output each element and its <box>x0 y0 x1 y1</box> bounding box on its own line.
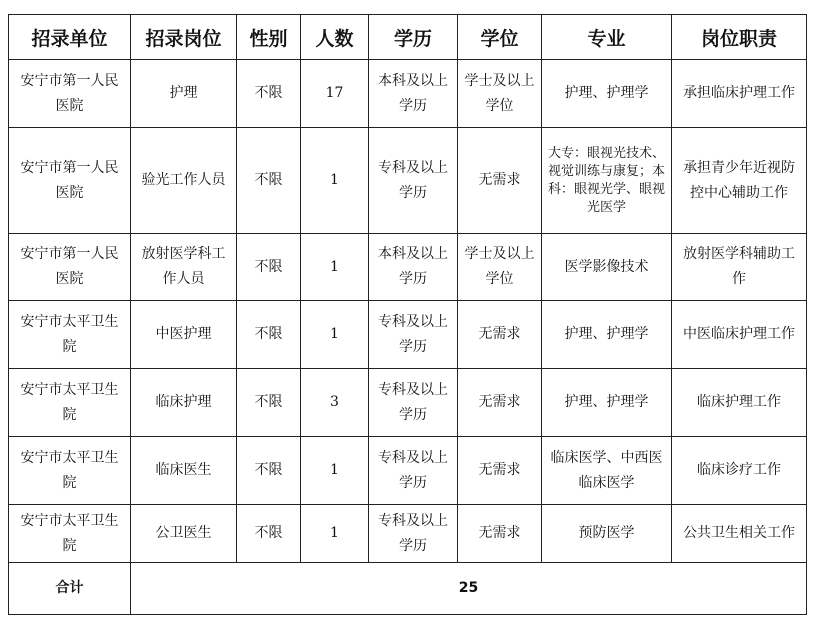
header-count: 人数 <box>301 15 369 60</box>
header-education: 学历 <box>369 15 458 60</box>
cell-count: 1 <box>301 301 369 369</box>
cell-count: 3 <box>301 369 369 437</box>
cell-count: 1 <box>301 505 369 563</box>
recruitment-table <box>8 14 807 615</box>
cell-duty: 承担青少年近视防控中心辅助工作 <box>672 128 807 234</box>
cell-position: 护理 <box>131 60 237 128</box>
cell-position: 中医护理 <box>131 301 237 369</box>
cell-duty: 公共卫生相关工作 <box>672 505 807 563</box>
header-degree: 学位 <box>458 15 542 60</box>
cell-count: 1 <box>301 437 369 505</box>
cell-gender: 不限 <box>237 505 301 563</box>
cell-duty: 放射医学科辅助工作 <box>672 234 807 301</box>
cell-gender: 不限 <box>237 128 301 234</box>
header-duty: 岗位职责 <box>672 15 807 60</box>
cell-count: 1 <box>301 234 369 301</box>
cell-position: 临床护理 <box>131 369 237 437</box>
cell-education: 专科及以上学历 <box>369 437 458 505</box>
cell-unit: 安宁市第一人民医院 <box>9 60 131 128</box>
total-row <box>9 563 807 615</box>
total-label: 合计 <box>9 563 131 615</box>
header-row <box>9 15 807 60</box>
table-row <box>9 128 807 234</box>
table-row <box>9 505 807 563</box>
cell-unit: 安宁市太平卫生院 <box>9 301 131 369</box>
cell-gender: 不限 <box>237 437 301 505</box>
cell-position: 放射医学科工作人员 <box>131 234 237 301</box>
cell-duty: 中医临床护理工作 <box>672 301 807 369</box>
cell-major: 护理、护理学 <box>542 60 672 128</box>
cell-degree: 无需求 <box>458 437 542 505</box>
cell-education: 专科及以上学历 <box>369 301 458 369</box>
cell-unit: 安宁市太平卫生院 <box>9 437 131 505</box>
cell-unit: 安宁市太平卫生院 <box>9 505 131 563</box>
cell-degree: 无需求 <box>458 505 542 563</box>
cell-major: 护理、护理学 <box>542 301 672 369</box>
cell-unit: 安宁市第一人民医院 <box>9 234 131 301</box>
cell-duty: 临床护理工作 <box>672 369 807 437</box>
cell-gender: 不限 <box>237 234 301 301</box>
cell-gender: 不限 <box>237 301 301 369</box>
table-row <box>9 60 807 128</box>
header-unit: 招录单位 <box>9 15 131 60</box>
cell-major: 大专：眼视光技术、视觉训练与康复；本科：眼视光学、眼视光医学 <box>542 128 672 234</box>
cell-count: 17 <box>301 60 369 128</box>
cell-degree: 无需求 <box>458 301 542 369</box>
cell-major: 护理、护理学 <box>542 369 672 437</box>
top-margin <box>0 0 814 14</box>
cell-unit: 安宁市第一人民医院 <box>9 128 131 234</box>
cell-position: 验光工作人员 <box>131 128 237 234</box>
cell-gender: 不限 <box>237 369 301 437</box>
header-position: 招录岗位 <box>131 15 237 60</box>
cell-education: 专科及以上学历 <box>369 128 458 234</box>
cell-education: 本科及以上学历 <box>369 60 458 128</box>
header-gender: 性别 <box>237 15 301 60</box>
cell-degree: 学士及以上学位 <box>458 234 542 301</box>
recruitment-table-container <box>8 14 806 615</box>
cell-degree: 无需求 <box>458 128 542 234</box>
cell-count: 1 <box>301 128 369 234</box>
cell-duty: 承担临床护理工作 <box>672 60 807 128</box>
cell-unit: 安宁市太平卫生院 <box>9 369 131 437</box>
cell-position: 临床医生 <box>131 437 237 505</box>
cell-education: 专科及以上学历 <box>369 505 458 563</box>
cell-education: 本科及以上学历 <box>369 234 458 301</box>
total-value: 25 <box>131 563 807 615</box>
cell-position: 公卫医生 <box>131 505 237 563</box>
cell-degree: 无需求 <box>458 369 542 437</box>
cell-major: 临床医学、中西医临床医学 <box>542 437 672 505</box>
cell-education: 专科及以上学历 <box>369 369 458 437</box>
cell-major: 预防医学 <box>542 505 672 563</box>
table-row <box>9 234 807 301</box>
cell-degree: 学士及以上学位 <box>458 60 542 128</box>
cell-duty: 临床诊疗工作 <box>672 437 807 505</box>
table-row <box>9 437 807 505</box>
table-row <box>9 301 807 369</box>
header-major: 专业 <box>542 15 672 60</box>
table-row <box>9 369 807 437</box>
cell-major: 医学影像技术 <box>542 234 672 301</box>
cell-gender: 不限 <box>237 60 301 128</box>
